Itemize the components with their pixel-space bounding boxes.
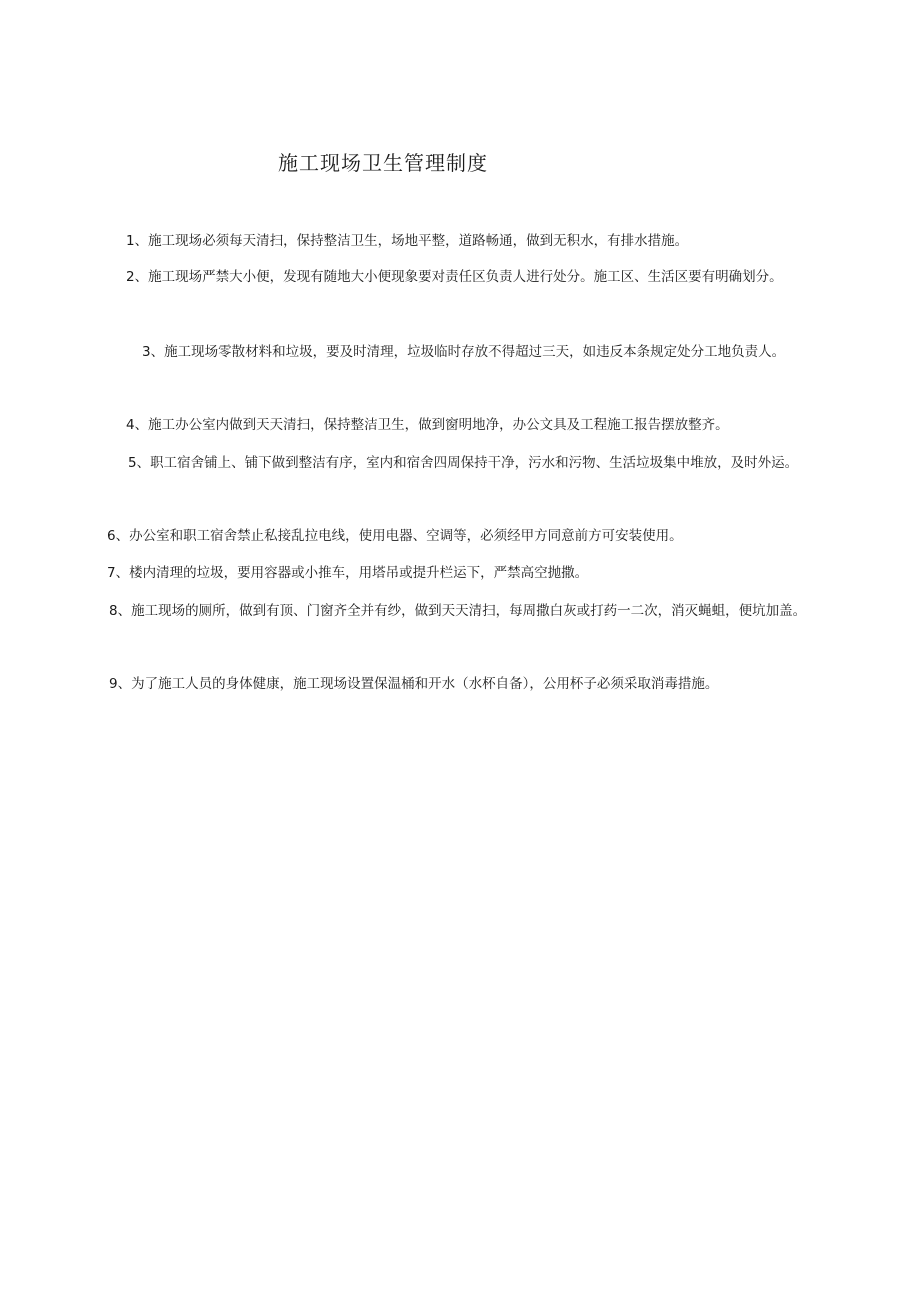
clause-8: 8、施工现场的厕所，做到有顶、门窗齐全并有纱，做到天天清扫，每周撒白灰或打药一二次，消灭蝇蛆，便坑加盖。 <box>109 603 807 619</box>
clause-3: 3、施工现场零散材料和垃圾，要及时清理，垃圾临时存放不得超过三天，如违反本条规定处分工地负责人。 <box>142 344 786 360</box>
clause-7: 7、楼内清理的垃圾，要用容器或小推车，用塔吊或提升栏运下，严禁高空抛撒。 <box>107 565 589 581</box>
document-title: 施工现场卫生管理制度 <box>278 151 488 175</box>
clause-6: 6、办公室和职工宿舍禁止私接乱拉电线，使用电器、空调等，必须经甲方同意前方可安装使用。 <box>107 528 683 544</box>
clause-9: 9、为了施工人员的身体健康，施工现场设置保温桶和开水（水杯自备），公用杯子必须采取消毒措施。 <box>109 676 719 692</box>
clause-4: 4、施工办公室内做到天天清扫，保持整洁卫生，做到窗明地净，办公文具及工程施工报告摆放整齐。 <box>126 417 729 433</box>
clause-2: 2、施工现场严禁大小便，发现有随地大小便现象要对责任区负责人进行处分。施工区、生活区要有明确划分。 <box>126 269 783 285</box>
clause-5: 5、职工宿舍铺上、铺下做到整洁有序，室内和宿舍四周保持干净，污水和污物、生活垃圾集中堆放，及时外运。 <box>128 455 799 471</box>
clause-1: 1、施工现场必须每天清扫，保持整洁卫生，场地平整，道路畅通，做到无积水，有排水措施。 <box>126 233 689 249</box>
